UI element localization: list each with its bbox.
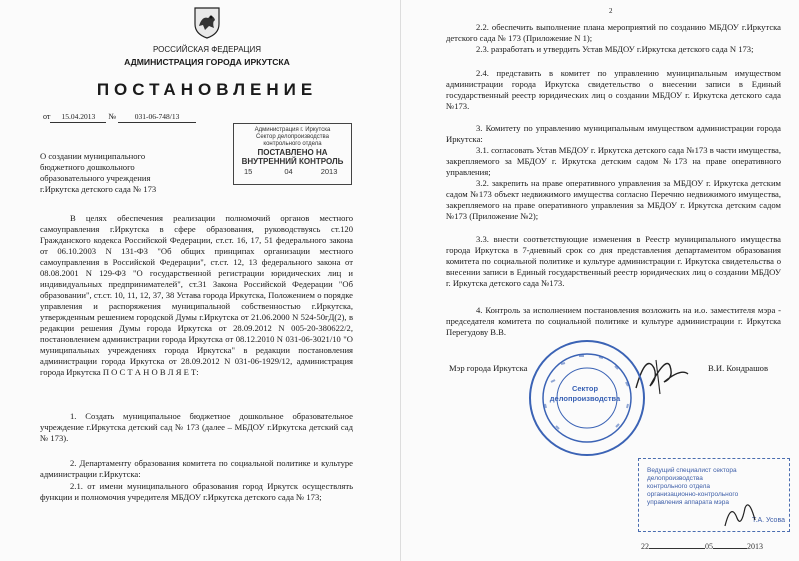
document-date: 15.04.2013 [50,111,106,123]
date-prefix: от [43,112,51,121]
federation-title: РОССИЙСКАЯ ФЕДЕРАЦИЯ [153,45,261,54]
item-2: 2. Департаменту образования комитета по социальной политике и культуре администрации г.Иркутска: [40,458,353,479]
item-3-3: 3.3. внести соответствующие изменения в Реестр муниципального имущества города Иркутска в 7-дневный срок со дня представления департаментом образования комитета по социальной политике и культуре администрации г. Иркутска свидетельства о внесении записи в Единый государственный реестр юридических лиц о создании МБДОУ г. Иркутска детского сада №173. [446,234,781,288]
cert-stamp-name: Т.А. Усова [752,517,785,524]
signer-title: Мэр города Иркутска [449,363,528,373]
coat-of-arms-icon [193,6,221,40]
cert-year: 2013 [747,542,763,551]
item-4: 4. Контроль за исполнением постановления возложить на и.о. заместителя мэра - председателя комитета по социальной политике и культуре администрации г. Иркутска Перегудову В.В. [446,305,781,337]
cert-signature-icon [721,500,761,530]
round-seal [529,340,645,456]
subject-line-4: г.Иркутска детского сада № 173 [40,184,157,194]
document-type: ПОСТАНОВЛЕНИЕ [96,80,318,99]
document-number: 031-06-748/13 [118,111,196,123]
item-2-2: 2.2. обеспечить выполнение плана мероприятий по созданию МБДОУ г.Иркутска детского сада № 173 (Приложение N 1); [446,22,781,43]
seal-center-line-1: Сектор [571,384,599,393]
item-3-2: 3.2. закрепить на праве оперативного управления за МБДОУ г. Иркутска детским садом №173 объект недвижимого имущества согласно Перечню недвижимого имущества, закрепляемого на праве оперативного управления за МБДОУ г. Иркутска детским садом №173 (Приложение №2); [446,178,781,221]
item-3: 3. Комитету по управлению муниципальным имуществом администрации города Иркутска: [446,123,781,144]
page-number: 2 [609,7,613,15]
cert-line-4: организационно-контрольного [647,491,739,498]
item-3-1: 3.1. согласовать Устав МБДОУ г. Иркутска детского сада №173 в части имущества, закрепляемого за МБДОУ г. Иркутска детским садом №173 на праве оперативного управления; [446,145,781,177]
item-2-3: 2.3. разработать и утвердить Устав МБДОУ г.Иркутска детского сада N 173; [476,44,754,54]
control-stamp [233,123,352,185]
seal-center-line-2: делопроизводства [549,394,621,403]
cert-day: 22 [641,542,649,551]
number-prefix: № [108,112,117,121]
cert-line-2: делопроизводства [647,475,703,482]
subject-line-1: О создании муниципального [40,151,146,161]
cert-stamp-text [639,459,789,507]
cert-line-5: управления аппарата мэра [647,499,729,506]
signer-name: В.И. Кондрашов [708,363,769,373]
stamp-line-5: ВНУТРЕННИЙ КОНТРОЛЬ [241,157,344,166]
cert-month: 05 [705,542,713,551]
cert-line-3: контрольного отдела [647,483,711,490]
subject-line-2: бюджетного дошкольного [40,162,135,172]
date-line [43,111,196,123]
administration-title: АДМИНИСТРАЦИЯ ГОРОДА ИРКУТСКА [124,57,290,67]
stamp-date [234,166,351,178]
subject-line-3: образовательного учреждения [40,173,151,183]
stamp-month: 04 [284,167,293,176]
intro-paragraph: В целях обеспечения реализации полномочий органов местного самоуправления г.Иркутска в сфере образования, руководствуясь ст.120 Гражданского кодекса Российской Федерации, ст.ст. 16, 17, 51 федерального закона от 06.10.2003 N 131-ФЗ "Об общих принципах организации местного самоуправления в Российской Федерации", ст.ст. 12, 13 федерального закона от 08.08.2001 N 129-ФЗ "О государственной регистрации юридических лиц и индивидуальных предпринимателей", ст.31 Закона Российской Федерации "Об образовании", ст.ст. 10, 11, 12, 37, 38 Устава города Иркутска, Положением о порядке управления и распоряжения муниципальной собственностью г.Иркутска, утвержденным решением городской Думы г.Иркутска от 21.06.2000 N 524-50гД(2), в редакции решения Думы города Иркутска от 28.09.2012 N 005-20-380622/2, постановлением администрации города Иркутска от 08.12.2010 N 031-06-3021/10 "О муниципальных учреждениях города Иркутска" в редакции постановления администрации города Иркутска от 28.09.2012 N 031-06-1929/12, администрация города Иркутска П О С Т А Н О В Л Я Е Т: [40,213,353,377]
stamp-line-3: контрольного отдела [263,141,322,147]
cert-line-1: Ведущий специалист сектора [647,467,737,474]
stamp-year: 2013 [320,167,338,176]
stamp-line-1: Администрация г. Иркутска [254,127,331,133]
certification-stamp [638,458,790,532]
page-two [400,0,799,561]
item-2-4: 2.4. представить в комитет по управлению муниципальным имуществом администрации города Иркутска свидетельство о внесении записи в Единый государственный реестр юридических лиц о создании МБДОУ г. Иркутска детского сада №173. [446,68,781,111]
seal-center [531,384,639,404]
stamp-line-2: Сектор делопроизводства [256,134,329,140]
stamp-line-4: ПОСТАВЛЕНО НА [257,148,328,157]
stamp-day: 15 [244,167,253,176]
item-2-1: 2.1. от имени муниципального образования город Иркутск осуществлять функции и полномочия учредителя МБДОУ г.Иркутска детского сада № 173; [40,481,353,502]
item-1: 1. Создать муниципальное бюджетное дошкольное образовательное учреждение г.Иркутска детский сад № 173 (далее – МБДОУ г.Иркутска детский сад № 173). [40,411,353,443]
cert-date [641,541,763,552]
